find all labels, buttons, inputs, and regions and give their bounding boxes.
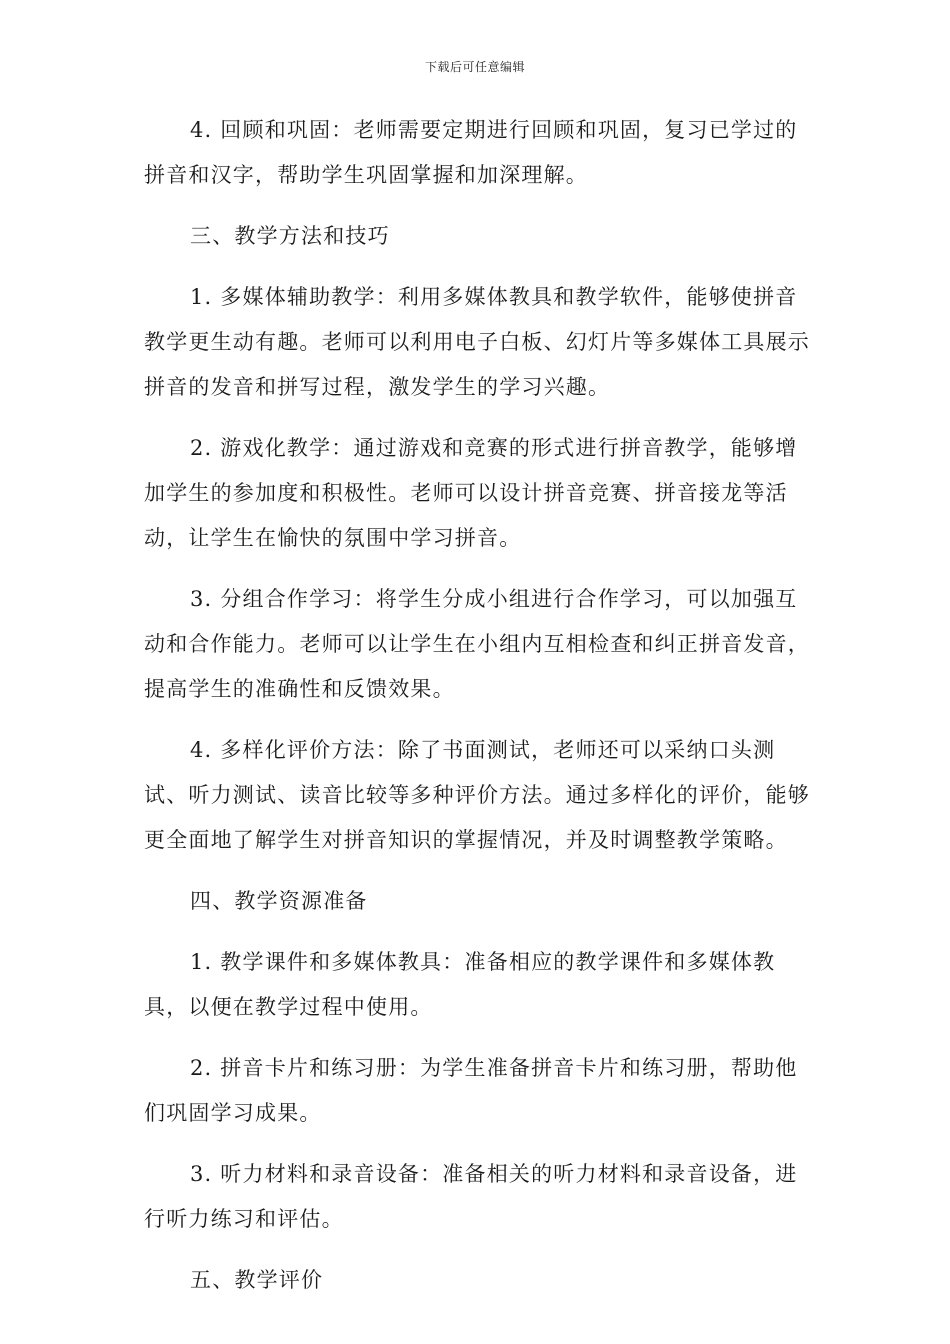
header-note: 下载后可任意编辑 (424, 60, 525, 74)
paragraph-pinyin-cards: 2. 拼音卡片和练习册：为学生准备拼音卡片和练习册，帮助他们巩固学习成果。 (144, 1056, 798, 1125)
paragraph-gamified-teaching: 2. 游戏化教学：通过游戏和竞赛的形式进行拼音教学，能够增加学生的参加度和积极性。老师可以设计拼音竞赛、拼音接龙等活动，让学生在愉快的氛围中学习拼音。 (144, 436, 798, 550)
paragraph-group-learning: 3. 分组合作学习：将学生分成小组进行合作学习，可以加强互动和合作能力。老师可以让学生在小组内互相检查和纠正拼音发音，提高学生的准确性和反馈效果。 (144, 587, 810, 701)
paragraph-courseware: 1. 教学课件和多媒体教具：准备相应的教学课件和多媒体教具，以便在教学过程中使用。 (144, 950, 776, 1019)
paragraph-listening-materials: 3. 听力材料和录音设备：准备相关的听力材料和录音设备，进行听力练习和评估。 (144, 1162, 798, 1231)
section-heading-resources: 四、教学资源准备 (190, 889, 368, 913)
section-heading-evaluation: 五、教学评价 (190, 1268, 324, 1292)
paragraph-review-consolidate: 4. 回顾和巩固：老师需要定期进行回顾和巩固，复习已学过的拼音和汉字，帮助学生巩固掌握和加深理解。 (144, 118, 798, 187)
document-body (144, 108, 814, 1319)
paragraph-diverse-evaluation: 4. 多样化评价方法：除了书面测试，老师还可以采纳口头测试、听力测试、读音比较等多种评价方法。通过多样化的评价，能够更全面地了解学生对拼音知识的掌握情况，并及时调整教学策略。 (144, 738, 810, 852)
section-heading-methods: 三、教学方法和技巧 (190, 224, 390, 248)
paragraph-multimedia-teaching: 1. 多媒体辅助教学：利用多媒体教具和教学软件，能够使拼音教学更生动有趣。老师可以利用电子白板、幻灯片等多媒体工具展示拼音的发音和拼写过程，激发学生的学习兴趣。 (144, 285, 810, 399)
